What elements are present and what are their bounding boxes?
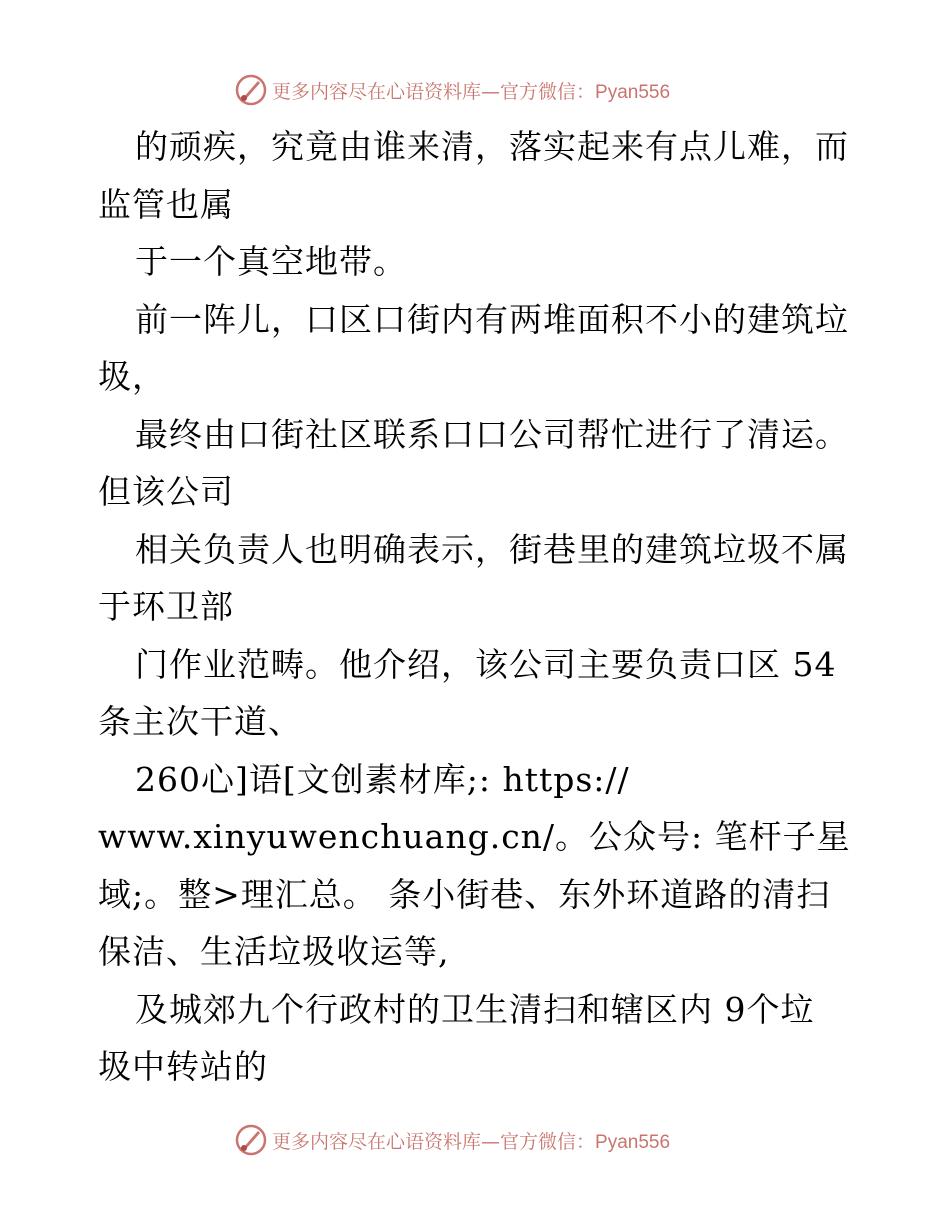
header-banner [234,72,670,108]
text-line: 260心]语[文创素材库;: https:// [135,759,630,799]
text-line: 监管也属 [98,184,234,224]
text-line: 最终由口街社区联系口口公司帮忙进行了清运。 [135,414,849,454]
wechat-handle: Pyan556 [595,81,671,103]
text-line: 前一阵儿，口区口街内有两堆面积不小的建筑垃 [135,299,849,339]
text-line: 圾中转站的 [98,1047,268,1086]
text-line: 但该公司 [98,472,234,511]
footer-banner [234,1122,670,1158]
text-line: 门作业范畴。他介绍，该公司主要负责口区 54 [135,644,837,684]
quill-ink-icon [234,73,268,107]
quill-ink-icon [234,1123,268,1157]
header-text: 更多内容尽在心语资料库—官方微信：Pyan556 [272,80,671,103]
document-body [98,118,888,1096]
text-line: 相关负责人也明确表示，街巷里的建筑垃圾不属 [135,529,849,569]
wechat-handle: Pyan556 [595,1131,671,1153]
text-line: 条主次干道、 [98,702,302,741]
text-line: 及城郊九个行政村的卫生清扫和辖区内 9个垃 [135,989,815,1029]
text-line: 于环卫部 [98,587,234,626]
text-line: www.xinyuwenchuang.cn/。公众号: 笔杆子星 [98,817,851,856]
text-line: 圾， [98,357,166,396]
text-line: 保洁、生活垃圾收运等, [98,932,450,971]
footer-text: 更多内容尽在心语资料库—官方微信：Pyan556 [272,1130,671,1153]
text-line: 域;。整>理汇总。 条小街巷、东外环道路的清扫 [98,874,831,914]
text-line: 于一个真空地带。 [135,242,407,281]
text-line: 的顽疾，究竟由谁来清，落实起来有点儿难，而 [135,127,849,166]
